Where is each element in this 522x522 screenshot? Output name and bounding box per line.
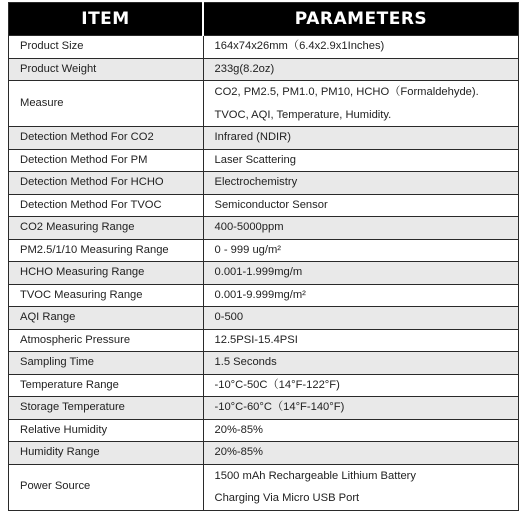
spec-parameter-value (203, 307, 519, 330)
spec-parameter-line: 0.001-9.999mg/m² (214, 288, 306, 301)
spec-item-label: Detection Method For PM (9, 149, 204, 172)
spec-parameter-value (203, 36, 519, 59)
spec-item-label: Detection Method For CO2 (9, 127, 204, 150)
spec-item-label: Temperature Range (9, 374, 204, 397)
spec-item-label: Relative Humidity (9, 419, 204, 442)
spec-item-label: Humidity Range (9, 442, 204, 465)
table-row (9, 36, 519, 59)
spec-parameter-value (203, 172, 519, 195)
spec-parameter-line: -10°C-60°C（14°F-140°F) (214, 401, 345, 413)
table-row (9, 397, 519, 420)
table-row (9, 194, 519, 217)
spec-parameter-value (203, 442, 519, 465)
spec-item-label: HCHO Measuring Range (9, 262, 204, 285)
table-row (9, 58, 519, 81)
spec-item-label: Detection Method For HCHO (9, 172, 204, 195)
table-row (9, 149, 519, 172)
spec-parameter-value (203, 58, 519, 81)
spec-parameter-line: CO2, PM2.5, PM1.0, PM10, HCHO（Formaldehyde). (214, 86, 479, 98)
spec-parameter-line: 12.5PSI-15.4PSI (214, 333, 298, 346)
spec-item-label: Power Source (9, 464, 204, 510)
item-column-header: ITEM (9, 3, 204, 36)
table-row (9, 352, 519, 375)
table-row (9, 172, 519, 195)
spec-parameter-line: 0-500 (214, 311, 244, 323)
table-row (9, 464, 519, 510)
spec-parameter-line: -10°C-50C（14°F-122°F) (214, 378, 340, 391)
table-row (9, 81, 519, 127)
spec-item-label: Measure (9, 81, 204, 127)
table-header-row (9, 3, 519, 36)
spec-parameter-line: 233g(8.2oz) (214, 62, 275, 75)
table-row (9, 239, 519, 262)
spec-parameter-line: 164x74x26mm（6.4x2.9x1Inches) (214, 40, 385, 52)
spec-parameter-value (203, 217, 519, 240)
parameters-column-header: PARAMETERS (203, 3, 519, 36)
spec-parameter-value (203, 81, 519, 127)
spec-parameter-value (203, 464, 519, 510)
spec-parameter-value (203, 374, 519, 397)
spec-item-label: Product Weight (9, 58, 204, 81)
spec-parameter-line: 1.5 Seconds (214, 356, 277, 368)
spec-parameter-line: 20%-85% (214, 446, 264, 458)
spec-parameter-line: 20%-85% (214, 423, 264, 436)
spec-parameter-value (203, 352, 519, 375)
table-row (9, 442, 519, 465)
spec-parameter-value (203, 127, 519, 150)
table-row (9, 284, 519, 307)
table-row (9, 419, 519, 442)
spec-item-label: Sampling Time (9, 352, 204, 375)
table-row (9, 374, 519, 397)
table-row (9, 127, 519, 150)
spec-parameter-line: 0.001-1.999mg/m (214, 266, 303, 278)
spec-item-label: Atmospheric Pressure (9, 329, 204, 352)
spec-parameter-value (203, 239, 519, 262)
spec-parameter-value (203, 329, 519, 352)
spec-parameter-line: TVOC, AQI, Temperature, Humidity. (214, 108, 392, 121)
spec-parameter-line: 400-5000ppm (214, 221, 284, 233)
spec-parameter-line: Semiconductor Sensor (214, 198, 328, 211)
spec-item-label: AQI Range (9, 307, 204, 330)
spec-parameter-line: Laser Scattering (214, 153, 296, 166)
table-row (9, 329, 519, 352)
spec-item-label: Product Size (9, 36, 204, 59)
spec-item-label: CO2 Measuring Range (9, 217, 204, 240)
spec-parameter-value (203, 397, 519, 420)
spec-parameter-value (203, 419, 519, 442)
spec-table (8, 2, 519, 511)
spec-item-label: Storage Temperature (9, 397, 204, 420)
spec-table-body (9, 36, 519, 511)
spec-item-label: Detection Method For TVOC (9, 194, 204, 217)
spec-parameter-value (203, 262, 519, 285)
spec-parameter-line: 1500 mAh Rechargeable Lithium Battery (214, 469, 416, 482)
spec-parameter-value (203, 284, 519, 307)
table-row (9, 262, 519, 285)
spec-parameter-line: Infrared (NDIR) (214, 131, 291, 143)
spec-parameter-value (203, 194, 519, 217)
spec-parameter-value (203, 149, 519, 172)
spec-parameter-line: 0 - 999 ug/m² (214, 243, 282, 256)
table-row (9, 307, 519, 330)
spec-parameter-line: Charging Via Micro USB Port (214, 492, 360, 504)
spec-item-label: TVOC Measuring Range (9, 284, 204, 307)
table-row (9, 217, 519, 240)
spec-parameter-line: Electrochemistry (214, 176, 298, 188)
spec-item-label: PM2.5/1/10 Measuring Range (9, 239, 204, 262)
